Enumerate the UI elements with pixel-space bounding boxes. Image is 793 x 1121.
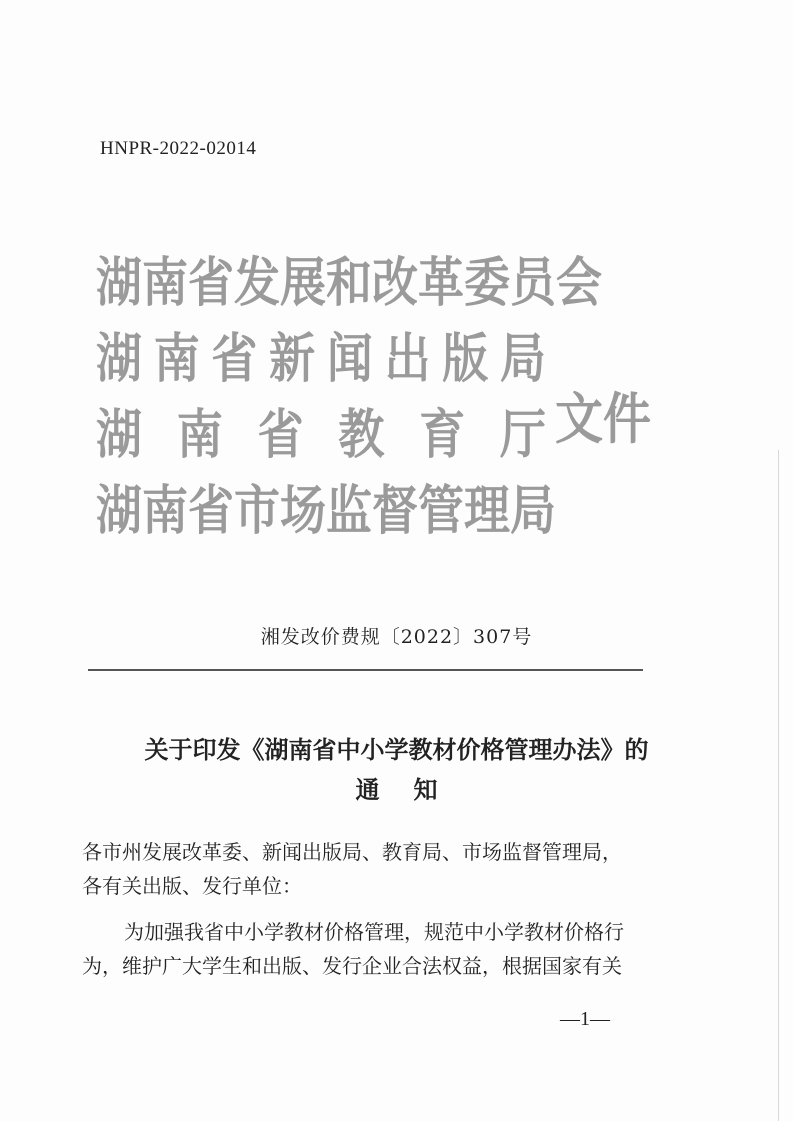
masthead-char: 场 [280, 478, 326, 542]
masthead-char: 委 [464, 250, 510, 314]
masthead-char: 展 [280, 250, 326, 314]
masthead-char: 市 [234, 478, 280, 542]
masthead-char: 育 [419, 402, 466, 466]
masthead-char: 和 [326, 250, 372, 314]
notice-title-line-1: 关于印发《湖南省中小学教材价格管理办法》的 [144, 736, 649, 764]
masthead-char: 新 [269, 326, 316, 390]
masthead-char: 局 [499, 326, 546, 390]
masthead-char: 湖 [96, 402, 142, 466]
masthead-char: 革 [418, 250, 464, 314]
masthead-char: 省 [188, 478, 234, 542]
masthead-line-4 [96, 466, 556, 553]
masthead-char: 南 [142, 250, 188, 314]
masthead-char: 省 [188, 250, 234, 314]
masthead-char: 省 [211, 326, 258, 390]
masthead-line-3 [96, 390, 546, 477]
masthead-char: 督 [372, 478, 418, 542]
masthead-char: 教 [338, 402, 385, 466]
masthead-line-2 [96, 314, 546, 401]
paragraph-line-2: 为，维护广大学生和出版、发行企业合法权益，根据国家有关 [82, 954, 622, 978]
masthead-char: 省 [257, 402, 304, 466]
masthead-char: 闻 [326, 326, 373, 390]
file-number: 湘发改价费规〔2022〕307号 [260, 626, 533, 648]
masthead-char: 版 [442, 326, 489, 390]
masthead-char: 南 [176, 402, 223, 466]
notice-title-line-2: 通知 [355, 776, 472, 804]
masthead-char: 湖 [96, 250, 142, 314]
masthead-char: 湖 [96, 478, 142, 542]
masthead-char: 南 [142, 478, 188, 542]
masthead-char: 南 [153, 326, 200, 390]
masthead-line-1 [96, 238, 602, 325]
document-id: HNPR-2022-02014 [100, 138, 257, 159]
masthead-char: 出 [384, 326, 431, 390]
masthead-char: 理 [464, 478, 510, 542]
masthead-char: 会 [556, 250, 602, 314]
masthead-char: 厅 [499, 402, 546, 466]
masthead [96, 244, 602, 548]
addressee-line-1: 各市州发展改革委、新闻出版局、教育局、市场监督管理局， [82, 840, 622, 864]
addressee-line-2: 各有关出版、发行单位： [82, 874, 302, 898]
masthead-char: 湖 [96, 326, 142, 390]
paragraph-line-1: 为加强我省中小学教材价格管理，规范中小学教材价格行 [124, 920, 624, 944]
masthead-char: 改 [372, 250, 418, 314]
notice-title [50, 730, 743, 810]
masthead-char: 发 [234, 250, 280, 314]
masthead-char: 管 [418, 478, 464, 542]
masthead-char: 局 [510, 478, 556, 542]
red-header-rule [88, 669, 643, 671]
page-number: —1— [560, 1008, 610, 1030]
masthead-char: 员 [510, 250, 556, 314]
masthead-suffix: 文件 [555, 387, 652, 452]
scan-edge-line [778, 450, 779, 1121]
masthead-char: 监 [326, 478, 372, 542]
body-text [82, 835, 642, 983]
